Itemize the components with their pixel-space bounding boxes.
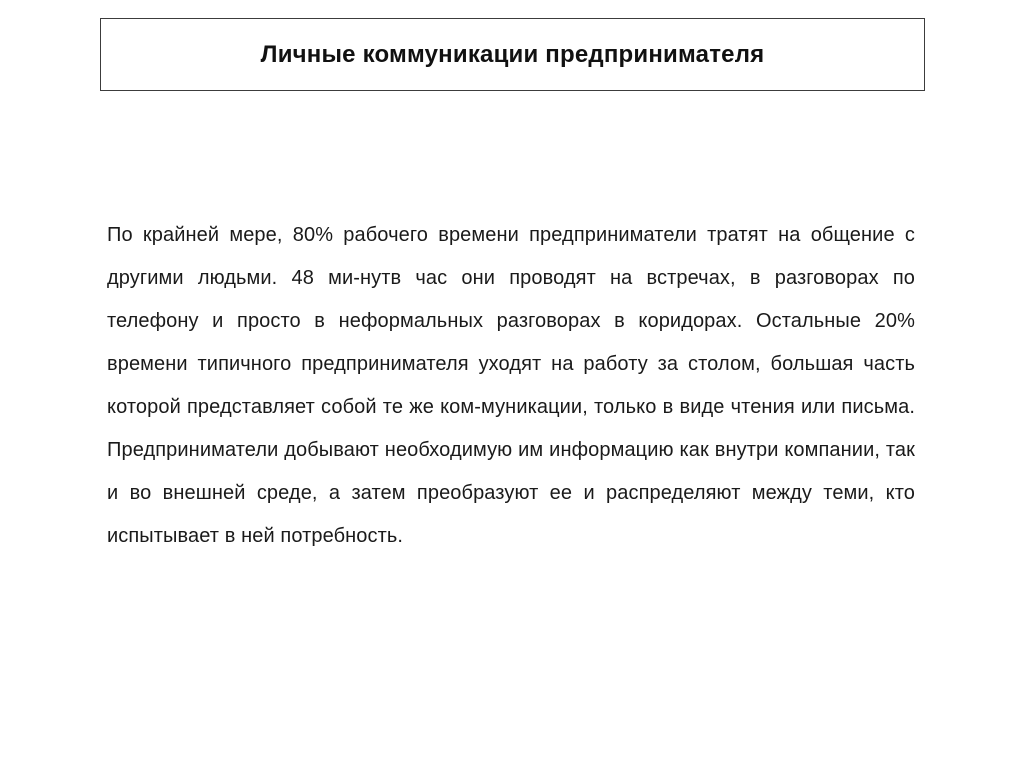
slide-title-box bbox=[100, 18, 925, 91]
slide-body-text: По крайней мере, 80% рабочего времени предприниматели тратят на общение с другими людьми. 48 ми-нутв час они проводят на встречах, в разговорах по телефону и просто в неформальных разговорах в коридорах. Остальные 20% времени типичного предпринимателя уходят на работу за столом, большая часть которой представляет собой те же ком-муникации, только в виде чтения или письма. Предприниматели добывают необходимую им информацию как внутри компании, так и во внешней среде, а затем преобразуют ее и распределяют между теми, кто испытывает в ней потребность. bbox=[107, 224, 915, 547]
slide-title: Личные коммуникации предпринимателя bbox=[260, 40, 765, 68]
